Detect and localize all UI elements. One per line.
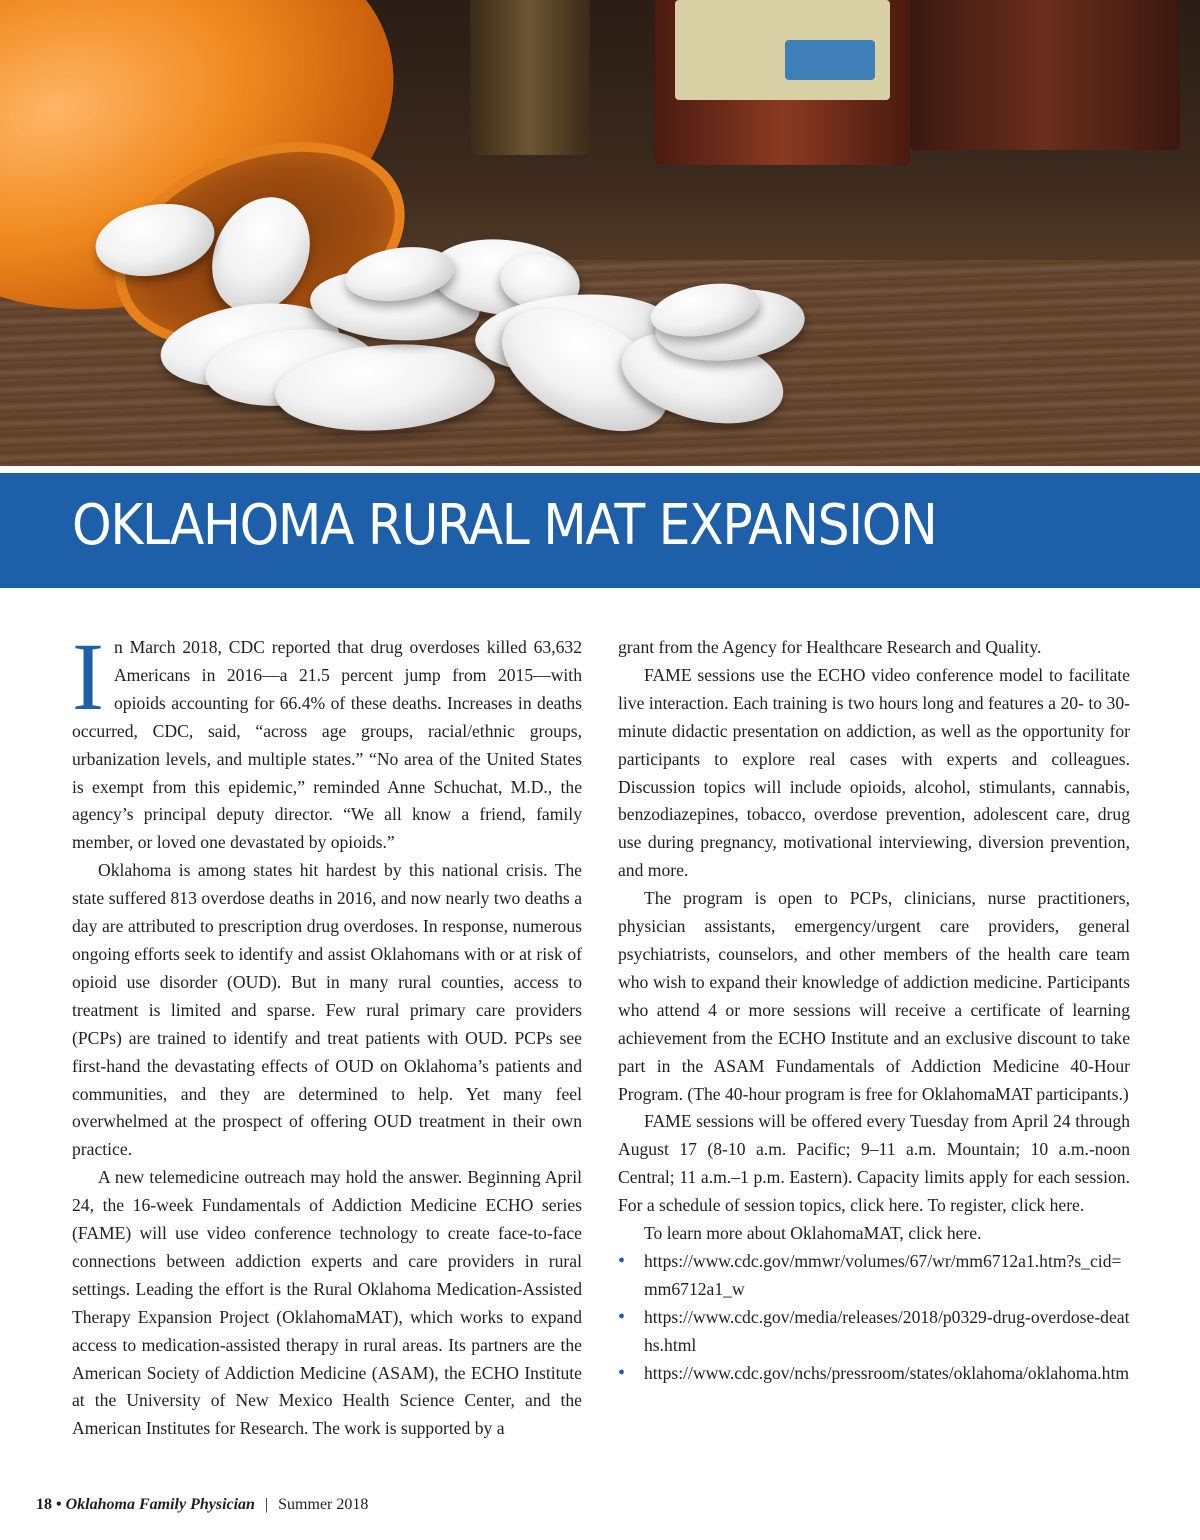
reference-item [618,1304,1130,1360]
learn-more-link[interactable]: To learn more about OklahomaMAT, click here. [644,1223,982,1244]
article-right-column [618,634,1130,1387]
hero-image [0,0,1200,466]
paragraph-text: n March 2018, CDC reported that drug overdoses killed 63,632 Americans in 2016—a 21.5 percent jump from 2015—with opioids accounting for 66.4% of these deaths. Increases in deaths occurred, CDC, said, “across age groups, racial/ethnic groups, urbanization levels, and multiple states.” “No area of the United States is exempt from this epidemic,” reminded Anne Schuchat, M.D., the agency’s principal deputy director. “We all know a friend, family member, or loved one devastated by opioids.” [72,637,582,853]
footer-dot: • [56,1496,62,1513]
article-paragraph: grant from the Agency for Healthcare Research and Quality. [618,637,1042,657]
article-left-column [72,623,582,1443]
page-title: OKLAHOMA RURAL MAT EXPANSION [72,493,937,558]
issue-date: Summer 2018 [278,1496,369,1513]
background-bottle [655,0,910,165]
publication-name: Oklahoma Family Physician [65,1496,255,1513]
title-band [0,473,1200,588]
background-bottle [910,0,1180,150]
reference-link[interactable]: https://www.cdc.gov/media/releases/2018/p0329-drug-overdose-deaths.html [644,1306,1130,1355]
page-number: 18 [36,1496,52,1513]
article-paragraph: Oklahoma is among states hit hardest by this national crisis. The state suffered 813 overdose deaths in 2016, and now nearly two deaths a day are attributed to prescription drug overdoses. In response, numerous ongoing efforts seek to identify and assist Oklahomans with or at risk of opioid use disorder (OUD). But in many rural counties, access to treatment is limited and sparse. Few rural primary care providers (PCPs) are trained to identify and treat patients with OUD. PCPs see first-hand the devastating effects of OUD on Oklahoma’s patients and communities, and they are determined to help. Yet many feel overwhelmed at the prospect of offering OUD treatment in their own practice. [72,860,582,1160]
bullet-icon: • [618,1249,626,1272]
bullet-icon: • [618,1361,626,1384]
reference-item [618,1248,1130,1304]
bullet-icon: • [618,1305,626,1328]
background-bottle [470,0,590,155]
page-footer [36,1496,368,1514]
article-paragraph: The program is open to PCPs, clinicians, nurse practitioners, physician assistants, emergency/urgent care providers, general psychiatrists, counselors, and other members of the health care team who wish to expand their knowledge of addiction medicine. Participants who attend 4 or more sessions will receive a certificate of learning achievement from the ECHO Institute and an exclusive discount to take part in the ASAM Fundamentals of Addiction Medicine 40-Hour Program. (The 40-hour program is free for OklahomaMAT participants.) [618,888,1130,1104]
article-paragraph [72,623,582,857]
article-paragraph: FAME sessions will be offered every Tuesday from April 24 through August 17 (8-10 a.m. Pacific; 9–11 a.m. Mountain; 10 a.m.-noon Central; 11 a.m.–1 p.m. Eastern). Capacity limits apply for each session. For a schedule of session topics, click here. To register, click here. [618,1111,1130,1216]
reference-link[interactable]: https://www.cdc.gov/mmwr/volumes/67/wr/mm6712a1.htm?s_cid=mm6712a1_w [644,1250,1122,1299]
drop-cap: I [72,623,104,730]
article-paragraph: A new telemedicine outreach may hold the answer. Beginning April 24, the 16-week Fundamentals of Addiction Medicine ECHO series (FAME) will use video conference technology to create face-to-face connections between addiction experts and care providers in rural settings. Leading the effort is the Rural Oklahoma Medication-Assisted Therapy Expansion Project (OklahomaMAT), which works to expand access to medication-assisted therapy in rural areas. Its partners are the American Society of Addiction Medicine (ASAM), the ECHO Institute at the University of New Mexico Health Science Center, and the American Institutes for Research. The work is supported by a [72,1167,582,1439]
reference-item [618,1360,1130,1388]
reference-link[interactable]: https://www.cdc.gov/nchs/pressroom/states/oklahoma/oklahoma.htm [644,1362,1130,1383]
footer-divider: | [264,1496,269,1513]
references-list [618,1248,1130,1388]
article-paragraph: FAME sessions use the ECHO video conference model to facilitate live interaction. Each training is two hours long and features a 20- to 30-minute didactic presentation on addiction, as well as the opportunity for participants to explore real cases with experts and colleagues. Discussion topics will include opioids, alcohol, stimulants, cannabis, benzodiazepines, tobacco, overdose prevention, adolescent care, drug use during pregnancy, motivational interviewing, diversion prevention, and more. [618,664,1130,881]
